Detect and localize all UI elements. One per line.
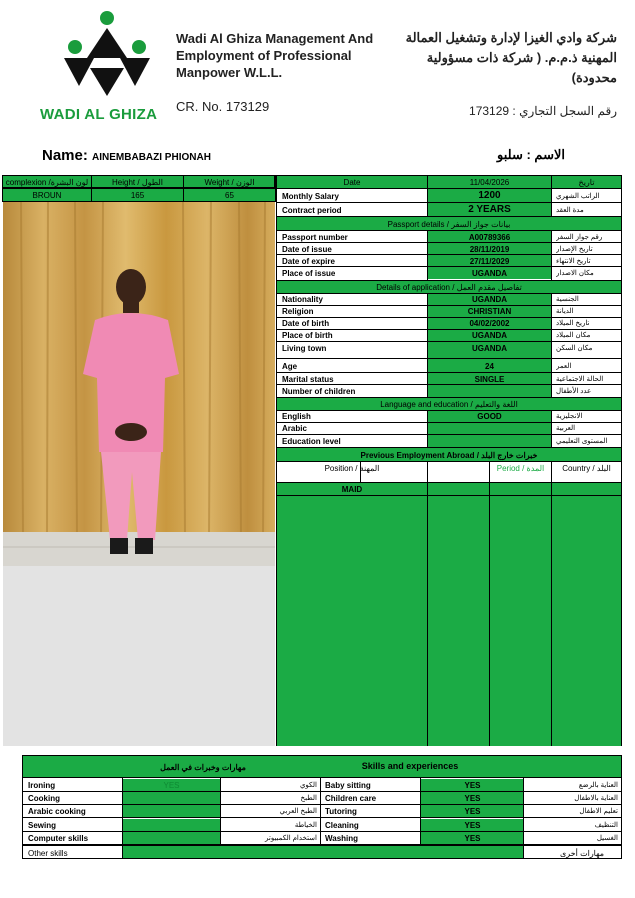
application-row-label-ar: العمر: [556, 363, 572, 370]
date-label-ar: تاريخ: [578, 178, 595, 187]
skill-right-label: Tutoring: [325, 807, 357, 816]
date-label: Date: [343, 178, 361, 187]
passport-row-value: UGANDA: [471, 269, 508, 278]
company-name-en-2: Employment of Professional: [176, 48, 352, 63]
skill-left-label: Sewing: [28, 821, 57, 830]
skill-right-label: Children care: [325, 794, 377, 803]
skill-right-label-ar: الغسيل: [596, 835, 618, 842]
period-header: Period / المدة: [496, 464, 545, 473]
application-row-value: SINGLE: [474, 375, 505, 384]
application-row-label: Marital status: [282, 375, 334, 384]
passport-row-label-ar: مكان الاصدار: [556, 270, 594, 277]
application-row-value: CHRISTIAN: [467, 307, 512, 316]
name-ar-value: سلبو: [497, 147, 523, 162]
skill-left-label-ar: استخدام الكمبيوتر: [265, 835, 317, 842]
application-row-value: 04/02/2002: [469, 319, 510, 328]
position-value: MAID: [341, 485, 363, 494]
passport-row-label: Date of issue: [282, 245, 332, 254]
row-divider: [22, 804, 622, 805]
company-name-ar-2: المهنية ذ.م.م. ( شركة ذات مسؤولية: [426, 50, 617, 65]
column-divider: [220, 777, 221, 845]
application-row-value: UGANDA: [471, 331, 508, 340]
complexion-value: BROUN: [32, 191, 62, 200]
brand-name: WADI AL GHIZA: [40, 106, 158, 123]
application-row-label-ar: تاريخ الميلاد: [556, 320, 590, 327]
skill-value-cell: [123, 805, 220, 817]
company-logo: [40, 8, 175, 126]
skill-right-label-ar: العناية بالرضع: [578, 782, 618, 789]
skill-left-label-ar: الكوي: [299, 782, 317, 789]
application-row-label: Living town: [282, 344, 327, 353]
photo-placeholder-area: [3, 566, 275, 746]
skill-right-value: YES: [464, 821, 481, 830]
row-divider: [22, 831, 622, 832]
applicant-photo: [3, 202, 275, 566]
company-name-ar-1: شركة وادي الغيزا لإدارة وتشغيل العمالة: [405, 30, 617, 45]
period-label-ar: مدة العقد: [556, 207, 584, 214]
application-row-value: 24: [485, 362, 494, 371]
height-label: Height / الطول: [112, 178, 163, 187]
row-divider: [22, 791, 622, 792]
application-row-label: Date of birth: [282, 319, 330, 328]
application-row-value: UGANDA: [471, 295, 508, 304]
name-ar: [497, 147, 565, 163]
company-name-en-1: Wadi Al Ghiza Management And: [176, 31, 374, 46]
other-skills-label-ar: مهارات أخرى: [560, 849, 605, 858]
skill-right-value: YES: [464, 781, 481, 790]
application-row-label: Number of children: [282, 387, 356, 396]
passport-row-value: A00789366: [468, 233, 511, 242]
complexion-label: complexion /لون البشرة: [5, 178, 89, 187]
application-row-label-ar: مكان السكن: [556, 345, 593, 352]
position-header: Position / المهنة: [324, 464, 380, 473]
passport-row-label-ar: رقم جواز السفر: [556, 234, 603, 241]
passport-row-value: 27/11/2029: [469, 257, 510, 266]
column-divider: [420, 777, 421, 845]
application-section-title: Details of application / تفاصيل مقدم العمل: [376, 283, 522, 292]
column-divider: [122, 777, 123, 845]
weight-value: 65: [225, 191, 234, 200]
date-value: 11/04/2026: [469, 178, 510, 187]
other-skills-label: Other skills: [28, 849, 68, 858]
language-row-label: Education level: [282, 437, 341, 446]
period-label: Contract period: [282, 206, 342, 215]
application-row-label: Religion: [282, 307, 314, 316]
application-row-label-ar: عدد الأطفال: [556, 388, 592, 395]
name-ar-label: الاسم :: [526, 147, 565, 162]
application-row-label-ar: الجنسية: [556, 296, 579, 303]
company-name-ar-3: محدودة): [571, 70, 617, 85]
column-divider: [523, 777, 524, 845]
skills-title-ar: مهارات وخبرات في العمل: [160, 763, 246, 772]
cr-number-en: CR. No. 173129: [176, 99, 270, 114]
application-row-label-ar: الحالة الاجتماعية: [556, 376, 604, 383]
skill-left-label: Arabic cooking: [28, 807, 86, 816]
salary-value: 1200: [478, 190, 501, 201]
skill-right-value: YES: [464, 834, 481, 843]
column-divider: [320, 777, 321, 845]
skill-right-value: YES: [464, 794, 481, 803]
skill-value-cell: [123, 819, 220, 831]
application-row-label-ar: مكان الميلاد: [556, 332, 591, 339]
language-row-value: GOOD: [477, 412, 502, 421]
salary-label: Monthly Salary: [282, 192, 339, 201]
skill-right-value: YES: [464, 807, 481, 816]
skill-right-label: Washing: [325, 834, 359, 843]
skill-right-label: Cleaning: [325, 821, 359, 830]
skill-right-label-ar: التنظيف: [594, 822, 618, 829]
passport-row-label-ar: تاريخ الإصدار: [556, 246, 593, 253]
skill-right-label-ar: تعليم الاطفال: [579, 808, 618, 815]
language-row-label-ar: العربية: [556, 425, 576, 432]
application-row-label: Nationality: [282, 295, 323, 304]
application-row-value: UGANDA: [471, 344, 508, 353]
passport-row-label: Passport number: [282, 233, 348, 242]
skill-value-cell: [123, 832, 220, 844]
employment-section-title: Previous Employment Abroad / خبرات خارج البلد: [360, 451, 538, 460]
skill-left-value: YES: [163, 781, 180, 790]
row-divider: [22, 817, 622, 818]
cr-number-ar: رقم السجل التجاري : 173129: [469, 104, 617, 118]
name-label-text: Name:: [42, 147, 88, 164]
name-label: [42, 147, 211, 164]
country-header: Country / البلد: [562, 464, 611, 473]
skill-right-label-ar: العناية بالاطفال: [574, 795, 618, 802]
passport-row-value: 28/11/2019: [469, 245, 510, 254]
skill-left-label: Cooking: [28, 794, 60, 803]
skill-left-label-ar: الطبخ: [300, 795, 317, 802]
skills-title-en: Skills and experiences: [361, 761, 459, 771]
application-row-label-ar: الديانة: [556, 308, 574, 315]
skill-left-label-ar: الطبخ العربي: [279, 808, 317, 815]
passport-section-title: Passport details / بيانات جواز السفر: [387, 220, 511, 229]
application-row-label: Place of birth: [282, 331, 333, 340]
skill-right-label: Baby sitting: [325, 781, 371, 790]
passport-row-label: Date of expire: [282, 257, 335, 266]
application-row-label: Age: [282, 362, 298, 371]
logo-emblem-icon: [40, 8, 175, 104]
company-name-en-3: Manpower W.L.L.: [176, 65, 283, 80]
period-value: 2 YEARS: [468, 204, 511, 215]
applicant-name: AINEMBABAZI PHIONAH: [92, 152, 211, 163]
language-row-label: English: [282, 412, 311, 421]
passport-row-label-ar: تاريخ الانتهاء: [556, 258, 591, 265]
salary-label-ar: الراتب الشهري: [556, 193, 600, 200]
skill-left-label: Computer skills: [28, 834, 89, 843]
language-row-label: Arabic: [282, 424, 307, 433]
skill-value-cell: [123, 792, 220, 804]
skill-left-label: Ironing: [28, 781, 56, 790]
language-section-title: Language and education / اللغة والتعليم: [380, 400, 518, 409]
passport-row-label: Place of issue: [282, 269, 336, 278]
skill-left-label-ar: الخياطة: [294, 822, 317, 829]
weight-label: Weight / الوزن: [204, 178, 255, 187]
language-row-label-ar: المستوى التعليمي: [556, 438, 608, 445]
height-value: 165: [130, 191, 145, 200]
language-row-label-ar: الانجليزية: [556, 413, 583, 420]
